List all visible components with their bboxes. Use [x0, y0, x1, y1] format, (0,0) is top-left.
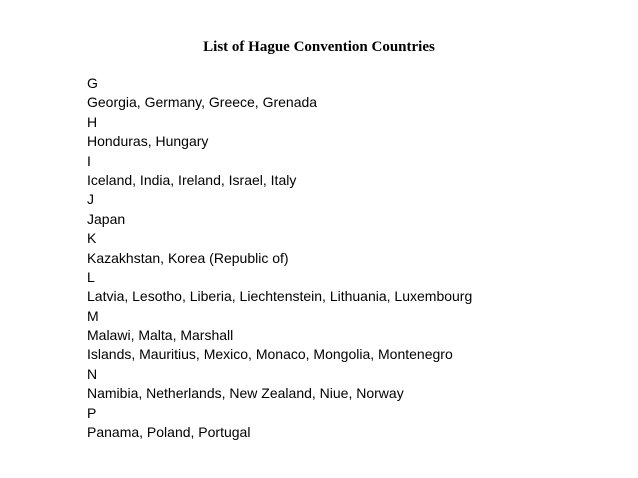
list-item: Islands, Mauritius, Mexico, Monaco, Mongolia, Montenegro: [87, 346, 453, 363]
slide-title: List of Hague Convention Countries: [203, 39, 435, 55]
letter-heading-k: K: [87, 230, 97, 247]
list-item: Japan: [87, 210, 126, 227]
country-list: [87, 74, 627, 442]
list-item: Honduras, Hungary: [87, 133, 209, 150]
list-item: Latvia, Lesotho, Liberia, Liechtenstein, Lithuania, Luxembourg: [87, 288, 473, 305]
list-item: Kazakhstan, Korea (Republic of): [87, 249, 289, 266]
letter-heading-p: P: [87, 404, 97, 421]
letter-heading-g: G: [87, 75, 98, 91]
letter-heading-l: L: [87, 268, 95, 285]
list-item: Iceland, India, Ireland, Israel, Italy: [87, 171, 297, 188]
list-item: Panama, Poland, Portugal: [87, 424, 251, 441]
letter-heading-j: J: [87, 191, 94, 208]
list-item: Malawi, Malta, Marshall: [87, 327, 234, 344]
list-item: Namibia, Netherlands, New Zealand, Niue, Norway: [87, 385, 404, 402]
letter-heading-h: H: [87, 113, 98, 130]
letter-heading-i: I: [87, 152, 91, 169]
letter-heading-m: M: [87, 307, 99, 324]
list-item: Georgia, Germany, Greece, Grenada: [87, 94, 318, 111]
letter-heading-n: N: [87, 365, 98, 382]
